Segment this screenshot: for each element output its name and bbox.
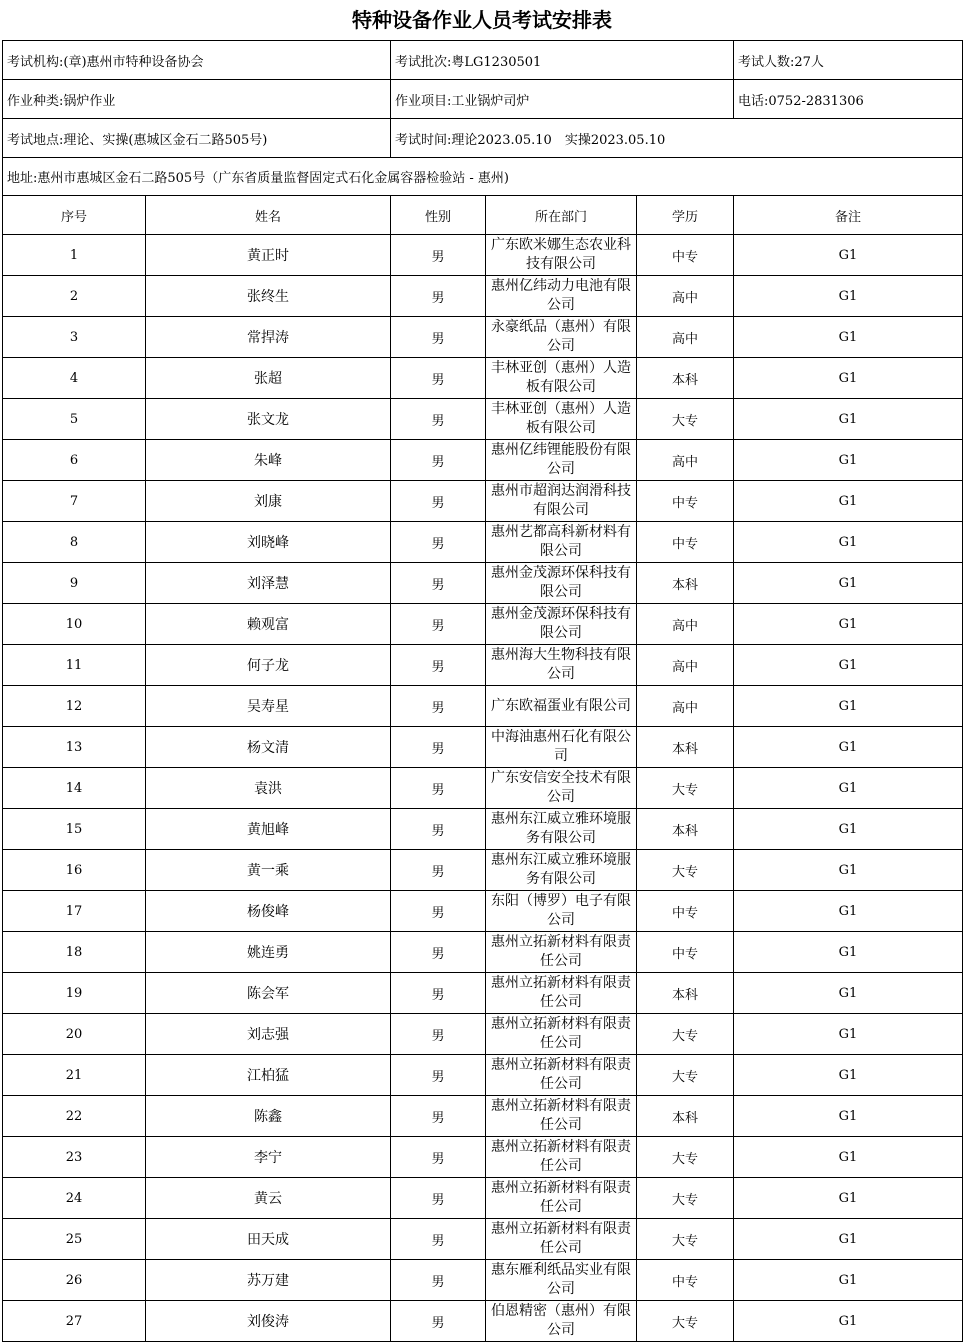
cell-gender: 男 [391,850,486,891]
cell-department: 广东安信安全技术有限公司 [486,768,637,809]
cell-name: 刘泽慧 [146,563,391,604]
cell-index: 22 [3,1096,146,1137]
cell-education: 中专 [637,481,734,522]
cell-index: 2 [3,276,146,317]
cell-index: 20 [3,1014,146,1055]
cell-remark: G1 [734,1096,963,1137]
cell-education: 高中 [637,440,734,481]
table-row [3,768,963,809]
cell-gender: 男 [391,1301,486,1342]
table-row [3,1301,963,1342]
cell-name: 姚连勇 [146,932,391,973]
cell-gender: 男 [391,276,486,317]
table-row [3,809,963,850]
cell-gender: 男 [391,317,486,358]
cell-remark: G1 [734,1055,963,1096]
cell-department: 惠州立拓新材料有限责任公司 [486,1055,637,1096]
cell-remark: G1 [734,1178,963,1219]
cell-gender: 男 [391,522,486,563]
header-education: 学历 [637,196,734,235]
cell-name: 杨文清 [146,727,391,768]
cell-name: 张终生 [146,276,391,317]
cell-remark: G1 [734,235,963,276]
table-row [3,850,963,891]
cell-index: 12 [3,686,146,727]
cell-education: 高中 [637,317,734,358]
cell-department: 广东欧福蛋业有限公司 [486,686,637,727]
cell-index: 18 [3,932,146,973]
cell-education: 本科 [637,809,734,850]
cell-education: 大专 [637,1014,734,1055]
cell-index: 4 [3,358,146,399]
cell-gender: 男 [391,1137,486,1178]
cell-remark: G1 [734,809,963,850]
cell-index: 21 [3,1055,146,1096]
table-row [3,973,963,1014]
cell-education: 大专 [637,1219,734,1260]
cell-remark: G1 [734,850,963,891]
cell-index: 13 [3,727,146,768]
cell-gender: 男 [391,481,486,522]
cell-department: 惠州亿纬锂能股份有限公司 [486,440,637,481]
table-row [3,645,963,686]
cell-department: 中海油惠州石化有限公司 [486,727,637,768]
cell-name: 何子龙 [146,645,391,686]
table-row [3,563,963,604]
cell-name: 赖观富 [146,604,391,645]
cell-remark: G1 [734,1260,963,1301]
table-row [3,1137,963,1178]
cell-name: 刘志强 [146,1014,391,1055]
cell-name: 田天成 [146,1219,391,1260]
cell-department: 惠州立拓新材料有限责任公司 [486,973,637,1014]
exam-schedule-table [2,40,963,1342]
cell-name: 张超 [146,358,391,399]
cell-index: 6 [3,440,146,481]
cell-education: 大专 [637,850,734,891]
cell-education: 大专 [637,1055,734,1096]
cell-index: 1 [3,235,146,276]
cell-name: 苏万建 [146,1260,391,1301]
cell-name: 朱峰 [146,440,391,481]
cell-index: 15 [3,809,146,850]
table-row [3,686,963,727]
cell-education: 本科 [637,973,734,1014]
cell-index: 11 [3,645,146,686]
table-row [3,604,963,645]
cell-department: 惠州立拓新材料有限责任公司 [486,1096,637,1137]
cell-remark: G1 [734,604,963,645]
cell-department: 惠州东江威立雅环境服务有限公司 [486,850,637,891]
cell-name: 刘俊涛 [146,1301,391,1342]
cell-name: 刘晓峰 [146,522,391,563]
cell-remark: G1 [734,276,963,317]
cell-gender: 男 [391,358,486,399]
exam-time: 考试时间:理论2023.05.10 实操2023.05.10 [391,119,963,158]
cell-name: 杨俊峰 [146,891,391,932]
cell-remark: G1 [734,563,963,604]
cell-gender: 男 [391,1219,486,1260]
cell-name: 黄云 [146,1178,391,1219]
cell-index: 25 [3,1219,146,1260]
cell-name: 陈会军 [146,973,391,1014]
exam-org: 考试机构:(章)惠州市特种设备协会 [3,41,391,80]
cell-gender: 男 [391,235,486,276]
exam-count: 考试人数:27人 [734,41,963,80]
cell-department: 惠州市超润达润滑科技有限公司 [486,481,637,522]
cell-name: 黄旭峰 [146,809,391,850]
cell-remark: G1 [734,727,963,768]
table-row [3,727,963,768]
table-header [3,196,963,235]
cell-name: 黄正时 [146,235,391,276]
cell-gender: 男 [391,399,486,440]
table-row [3,932,963,973]
cell-remark: G1 [734,440,963,481]
cell-department: 惠州海大生物科技有限公司 [486,645,637,686]
cell-index: 23 [3,1137,146,1178]
cell-gender: 男 [391,440,486,481]
cell-education: 中专 [637,522,734,563]
cell-education: 大专 [637,399,734,440]
table-row [3,1096,963,1137]
cell-name: 李宁 [146,1137,391,1178]
cell-index: 16 [3,850,146,891]
cell-education: 大专 [637,1301,734,1342]
cell-education: 大专 [637,768,734,809]
cell-education: 中专 [637,235,734,276]
info-section [3,41,963,196]
table-row [3,276,963,317]
cell-name: 张文龙 [146,399,391,440]
cell-department: 惠州立拓新材料有限责任公司 [486,1178,637,1219]
exam-address: 地址:惠州市惠城区金石二路505号（广东省质量监督固定式石化金属容器检验站 - 惠州) [3,158,963,196]
cell-gender: 男 [391,1014,486,1055]
table-row [3,1219,963,1260]
cell-department: 伯恩精密（惠州）有限公司 [486,1301,637,1342]
header-department: 所在部门 [486,196,637,235]
table-row [3,1178,963,1219]
cell-gender: 男 [391,604,486,645]
cell-education: 中专 [637,1260,734,1301]
cell-gender: 男 [391,727,486,768]
cell-gender: 男 [391,809,486,850]
cell-name: 袁洪 [146,768,391,809]
cell-index: 3 [3,317,146,358]
cell-remark: G1 [734,768,963,809]
work-type: 作业种类:锅炉作业 [3,80,391,119]
cell-department: 惠州艺都高科新材料有限公司 [486,522,637,563]
header-index: 序号 [3,196,146,235]
cell-education: 大专 [637,1137,734,1178]
cell-index: 5 [3,399,146,440]
table-row [3,440,963,481]
header-remark: 备注 [734,196,963,235]
table-row [3,481,963,522]
cell-education: 本科 [637,358,734,399]
cell-department: 惠州立拓新材料有限责任公司 [486,1137,637,1178]
cell-education: 中专 [637,932,734,973]
cell-index: 17 [3,891,146,932]
cell-gender: 男 [391,1096,486,1137]
cell-department: 惠州金茂源环保科技有限公司 [486,563,637,604]
cell-remark: G1 [734,891,963,932]
cell-index: 27 [3,1301,146,1342]
table-row [3,891,963,932]
cell-education: 中专 [637,891,734,932]
cell-department: 惠州立拓新材料有限责任公司 [486,1219,637,1260]
page-title: 特种设备作业人员考试安排表 [352,8,612,32]
cell-department: 惠东雁利纸品实业有限公司 [486,1260,637,1301]
cell-gender: 男 [391,891,486,932]
cell-remark: G1 [734,481,963,522]
cell-index: 8 [3,522,146,563]
cell-index: 9 [3,563,146,604]
table-row [3,522,963,563]
cell-remark: G1 [734,317,963,358]
cell-name: 刘康 [146,481,391,522]
cell-remark: G1 [734,399,963,440]
cell-gender: 男 [391,768,486,809]
cell-education: 高中 [637,645,734,686]
cell-department: 丰林亚创（惠州）人造板有限公司 [486,399,637,440]
cell-name: 江柏猛 [146,1055,391,1096]
exam-batch: 考试批次:粤LG1230501 [391,41,734,80]
table-row [3,399,963,440]
cell-remark: G1 [734,973,963,1014]
cell-education: 高中 [637,604,734,645]
cell-education: 本科 [637,563,734,604]
cell-index: 19 [3,973,146,1014]
table-row [3,317,963,358]
header-gender: 性别 [391,196,486,235]
cell-education: 本科 [637,1096,734,1137]
cell-index: 24 [3,1178,146,1219]
table-row [3,235,963,276]
cell-department: 东阳（博罗）电子有限公司 [486,891,637,932]
table-row [3,1055,963,1096]
exam-location: 考试地点:理论、实操(惠城区金石二路505号) [3,119,391,158]
cell-remark: G1 [734,1137,963,1178]
cell-name: 吴寿星 [146,686,391,727]
cell-education: 本科 [637,727,734,768]
cell-department: 丰林亚创（惠州）人造板有限公司 [486,358,637,399]
cell-gender: 男 [391,1055,486,1096]
contact-phone: 电话:0752-2831306 [734,80,963,119]
cell-remark: G1 [734,1219,963,1260]
header-name: 姓名 [146,196,391,235]
cell-remark: G1 [734,932,963,973]
cell-name: 黄一乘 [146,850,391,891]
cell-gender: 男 [391,1178,486,1219]
cell-department: 惠州金茂源环保科技有限公司 [486,604,637,645]
cell-education: 高中 [637,276,734,317]
cell-department: 惠州东江威立雅环境服务有限公司 [486,809,637,850]
cell-name: 常捍涛 [146,317,391,358]
cell-department: 广东欧米娜生态农业科技有限公司 [486,235,637,276]
cell-gender: 男 [391,645,486,686]
cell-department: 惠州立拓新材料有限责任公司 [486,1014,637,1055]
cell-index: 7 [3,481,146,522]
table-body [3,235,963,1342]
cell-remark: G1 [734,1301,963,1342]
cell-index: 14 [3,768,146,809]
cell-gender: 男 [391,973,486,1014]
cell-department: 永豪纸品（惠州）有限公司 [486,317,637,358]
cell-gender: 男 [391,563,486,604]
table-row [3,358,963,399]
cell-education: 高中 [637,686,734,727]
work-project: 作业项目:工业锅炉司炉 [391,80,734,119]
cell-name: 陈鑫 [146,1096,391,1137]
cell-gender: 男 [391,1260,486,1301]
cell-education: 大专 [637,1178,734,1219]
cell-remark: G1 [734,358,963,399]
cell-remark: G1 [734,645,963,686]
table-row [3,1260,963,1301]
cell-index: 10 [3,604,146,645]
cell-gender: 男 [391,686,486,727]
cell-remark: G1 [734,686,963,727]
cell-department: 惠州立拓新材料有限责任公司 [486,932,637,973]
cell-index: 26 [3,1260,146,1301]
cell-gender: 男 [391,932,486,973]
cell-department: 惠州亿纬动力电池有限公司 [486,276,637,317]
cell-remark: G1 [734,522,963,563]
table-row [3,1014,963,1055]
cell-remark: G1 [734,1014,963,1055]
